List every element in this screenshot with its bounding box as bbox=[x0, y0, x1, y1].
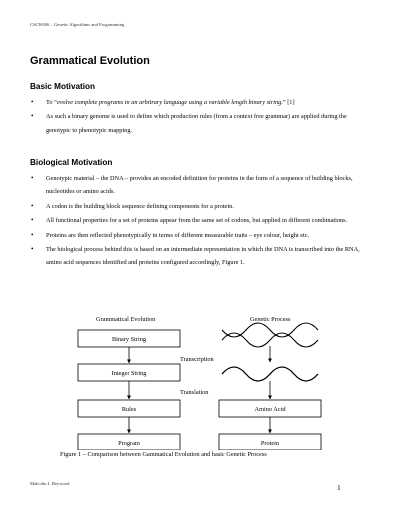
binary-string-label: Binary String bbox=[111, 336, 147, 343]
dna-double-helix-icon bbox=[222, 323, 318, 347]
biological-motivation-list bbox=[30, 172, 370, 270]
footer-author: Malcolm I. Heywood bbox=[30, 481, 70, 486]
ge-column-header: Grammatical Evolution bbox=[96, 316, 156, 323]
list-item: • As such a binary genome is used to define which production rules (from a context free grammar) are applied during the genotypic to phenotypic mapping. bbox=[30, 110, 370, 137]
program-label: Program bbox=[118, 440, 140, 447]
list-item: • Genotypic material – the DNA – provides an encoded definition for proteins in the form of a sequence of building blocks, nucleotides or amino acids. bbox=[30, 172, 370, 199]
genetic-process-header: Genetic Process bbox=[250, 316, 291, 323]
rna-strand-icon bbox=[222, 367, 318, 381]
transcription-label: Transcription bbox=[180, 356, 214, 363]
integer-string-label: Integer String bbox=[111, 370, 147, 377]
figure-1-diagram bbox=[60, 316, 330, 450]
protein-label: Protein bbox=[260, 440, 280, 447]
quote-text: evolve complete programs in an arbitrary language using a variable length binary string. bbox=[56, 99, 283, 106]
rules-label: Rules bbox=[121, 406, 137, 413]
figure-caption: Figure 1 – Comparison between Gammatical Evolution and basic Genetic Process bbox=[60, 451, 267, 458]
list-item: • All functional properties for a set of proteins appear from the same set of codons, but applied in different combinations. bbox=[30, 214, 370, 227]
list-item: • To “evolve complete programs in an arbitrary language using a variable length binary string.” [1] bbox=[30, 96, 370, 109]
list-item: • The biological process behind this is based on an intermediate representation in which the DNA is transcribed into the RNA, amino acid sequences identified and proteins configured accordingly, Figure 1. bbox=[30, 243, 370, 270]
page-title: Grammatical Evolution bbox=[30, 55, 150, 67]
page-number: 1 bbox=[337, 483, 341, 492]
biological-motivation-heading: Biological Motivation bbox=[30, 158, 113, 167]
running-header: CSCI6506 – Genetic Algorithms and Programming bbox=[30, 22, 125, 27]
basic-motivation-list bbox=[30, 96, 370, 137]
basic-motivation-heading: Basic Motivation bbox=[30, 82, 96, 91]
citation: ” [1] bbox=[282, 99, 295, 106]
translation-label: Translation bbox=[180, 389, 209, 396]
amino-acid-label: Amino Acid bbox=[254, 406, 286, 413]
list-item: • A codon is the building block sequence defining components for a protein. bbox=[30, 200, 370, 213]
list-item: • Proteins are then reflected phenotypically in terms of different measurable traits – eye colour, height etc. bbox=[30, 229, 370, 242]
